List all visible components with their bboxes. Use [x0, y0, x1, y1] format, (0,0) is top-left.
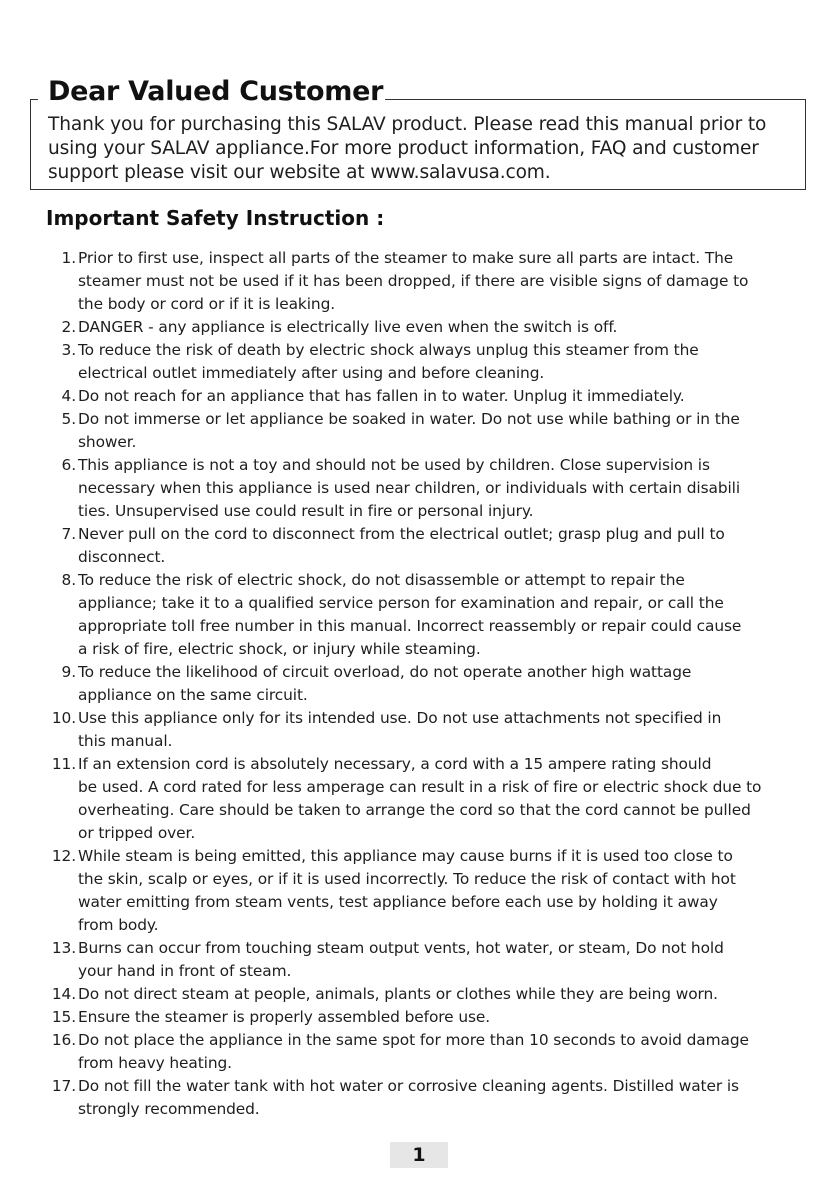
welcome-title: Dear Valued Customer — [48, 76, 384, 107]
instruction-text — [78, 707, 800, 753]
instruction-line: Do not immerse or let appliance be soaked in water. Do not use while bathing or in the — [78, 410, 740, 428]
instruction-number: 16. — [51, 1031, 76, 1049]
instruction-item — [40, 983, 800, 1006]
instruction-item — [40, 316, 800, 339]
instruction-text — [78, 983, 800, 1006]
instruction-text — [78, 454, 800, 523]
instruction-number: 9. — [61, 663, 76, 681]
instruction-number: 14. — [51, 985, 76, 1003]
instruction-item — [40, 845, 800, 937]
instruction-number: 4. — [61, 387, 76, 405]
welcome-line: support please visit our website at www.salavusa.com. — [48, 162, 551, 183]
instruction-line: a risk of fire, electric shock, or injury while steaming. — [78, 640, 481, 658]
instruction-line: Ensure the steamer is properly assembled before use. — [78, 1008, 491, 1026]
instruction-text — [78, 339, 800, 385]
instruction-number: 13. — [51, 939, 76, 957]
instruction-line: DANGER - any appliance is electrically live even when the switch is off. — [78, 318, 618, 336]
welcome-text — [48, 113, 798, 185]
instruction-line: your hand in front of steam. — [78, 962, 292, 980]
instruction-item — [40, 1029, 800, 1075]
instruction-line: shower. — [78, 433, 137, 451]
instruction-line: Do not fill the water tank with hot water or corrosive cleaning agents. Distilled water is — [78, 1077, 739, 1095]
instruction-line: Use this appliance only for its intended use. Do not use attachments not specified in — [78, 709, 722, 727]
instruction-item — [40, 569, 800, 661]
welcome-line: Thank you for purchasing this SALAV product. Please read this manual prior to — [48, 114, 767, 135]
instruction-line: strongly recommended. — [78, 1100, 260, 1118]
instruction-line: To reduce the likelihood of circuit overload, do not operate another high wattage — [78, 663, 692, 681]
instruction-number: 12. — [51, 847, 76, 865]
instruction-line: be used. A cord rated for less amperage can result in a risk of fire or electric shock due to — [78, 778, 762, 796]
instruction-item — [40, 523, 800, 569]
instruction-number: 10. — [51, 709, 76, 727]
instruction-item — [40, 753, 800, 845]
instruction-item — [40, 339, 800, 385]
welcome-line: using your SALAV appliance.For more product information, FAQ and customer — [48, 138, 759, 159]
page-number: 1 — [390, 1142, 448, 1168]
instruction-line: disconnect. — [78, 548, 166, 566]
instruction-text — [78, 1029, 800, 1075]
instruction-line: the body or cord or if it is leaking. — [78, 295, 336, 313]
instruction-line: appropriate toll free number in this manual. Incorrect reassembly or repair could cause — [78, 617, 742, 635]
instruction-line: To reduce the risk of death by electric shock always unplug this steamer from the — [78, 341, 699, 359]
instruction-line: or tripped over. — [78, 824, 196, 842]
instruction-line: Never pull on the cord to disconnect from the electrical outlet; grasp plug and pull to — [78, 525, 725, 543]
instruction-line: overheating. Care should be taken to arrange the cord so that the cord cannot be pulled — [78, 801, 751, 819]
instruction-number: 15. — [51, 1008, 76, 1026]
instruction-number: 11. — [51, 755, 76, 773]
instruction-item — [40, 661, 800, 707]
instruction-line: electrical outlet immediately after using and before cleaning. — [78, 364, 545, 382]
instruction-item — [40, 1075, 800, 1121]
instruction-text — [78, 1075, 800, 1121]
instruction-text — [78, 316, 800, 339]
instruction-line: appliance on the same circuit. — [78, 686, 308, 704]
instruction-number: 5. — [61, 410, 76, 428]
instruction-line: ties. Unsupervised use could result in fire or personal injury. — [78, 502, 534, 520]
instruction-line: the skin, scalp or eyes, or if it is used incorrectly. To reduce the risk of contact with hot — [78, 870, 736, 888]
instruction-line: from heavy heating. — [78, 1054, 232, 1072]
instruction-text — [78, 408, 800, 454]
instruction-item — [40, 937, 800, 983]
instruction-number: 3. — [61, 341, 76, 359]
instruction-number: 1. — [61, 249, 76, 267]
instruction-item — [40, 707, 800, 753]
instruction-item — [40, 385, 800, 408]
instruction-text — [78, 1006, 800, 1029]
instruction-number: 6. — [61, 456, 76, 474]
instruction-line: While steam is being emitted, this appliance may cause burns if it is used too close to — [78, 847, 733, 865]
instruction-text — [78, 845, 800, 937]
instruction-line: this manual. — [78, 732, 173, 750]
instruction-text — [78, 247, 800, 316]
instruction-line: from body. — [78, 916, 159, 934]
instruction-line: Do not direct steam at people, animals, plants or clothes while they are being worn. — [78, 985, 718, 1003]
instruction-item — [40, 408, 800, 454]
instruction-text — [78, 661, 800, 707]
instruction-text — [78, 753, 800, 845]
instruction-number: 2. — [61, 318, 76, 336]
instruction-item — [40, 454, 800, 523]
welcome-box-border-left — [30, 99, 38, 100]
instruction-line: Do not place the appliance in the same spot for more than 10 seconds to avoid damage — [78, 1031, 749, 1049]
instruction-text — [78, 385, 800, 408]
instruction-line: Burns can occur from touching steam output vents, hot water, or steam, Do not hold — [78, 939, 724, 957]
instruction-text — [78, 569, 800, 661]
instruction-line: To reduce the risk of electric shock, do not disassemble or attempt to repair the — [78, 571, 685, 589]
instruction-number: 7. — [61, 525, 76, 543]
instruction-number: 8. — [61, 571, 76, 589]
instruction-line: Do not reach for an appliance that has fallen in to water. Unplug it immediately. — [78, 387, 685, 405]
welcome-box-border-right — [368, 99, 806, 100]
instruction-text — [78, 523, 800, 569]
instruction-line: necessary when this appliance is used near children, or individuals with certain disabili — [78, 479, 741, 497]
instruction-line: This appliance is not a toy and should not be used by children. Close supervision is — [78, 456, 710, 474]
instruction-line: If an extension cord is absolutely necessary, a cord with a 15 ampere rating should — [78, 755, 712, 773]
instruction-number: 17. — [51, 1077, 76, 1095]
section-title: Important Safety Instruction : — [46, 206, 385, 230]
instruction-list — [40, 247, 800, 1121]
instruction-text — [78, 937, 800, 983]
instruction-item — [40, 1006, 800, 1029]
instruction-line: water emitting from steam vents, test appliance before each use by holding it away — [78, 893, 718, 911]
instruction-line: steamer must not be used if it has been dropped, if there are visible signs of damage to — [78, 272, 749, 290]
instruction-line: appliance; take it to a qualified service person for examination and repair, or call the — [78, 594, 724, 612]
instruction-line: Prior to first use, inspect all parts of the steamer to make sure all parts are intact. The — [78, 249, 734, 267]
instruction-item — [40, 247, 800, 316]
